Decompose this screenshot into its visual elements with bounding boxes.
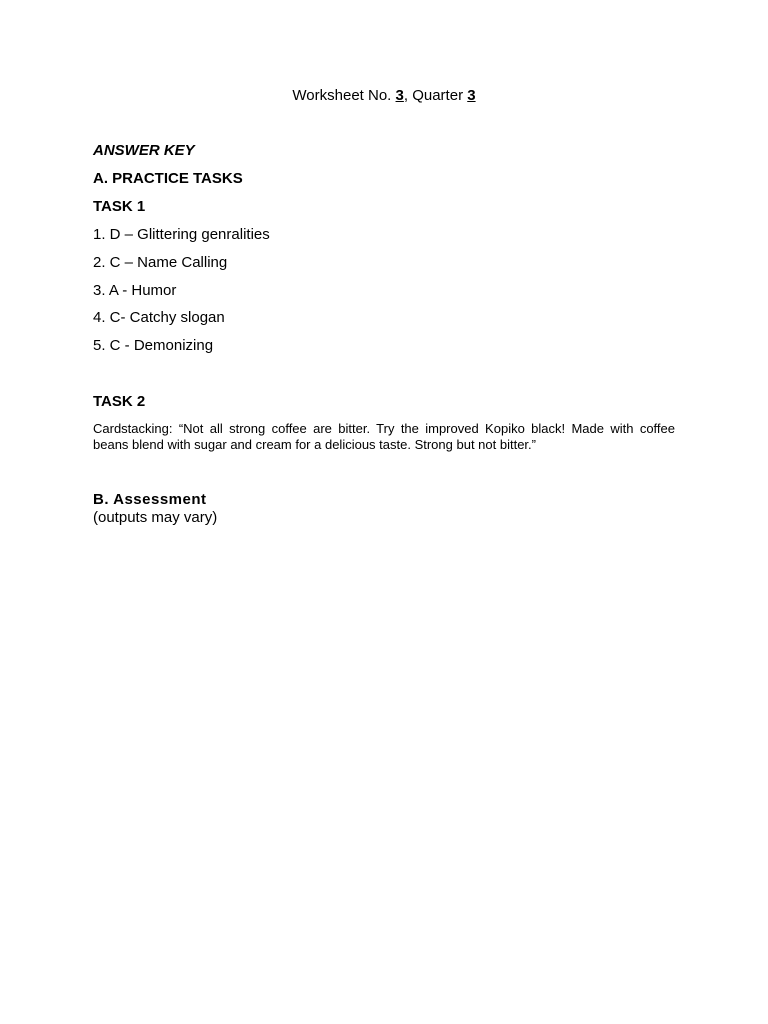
task1-heading: TASK 1 bbox=[93, 198, 146, 215]
task1-answer: 5. C - Demonizing bbox=[93, 337, 214, 354]
assessment-note: (outputs may vary) bbox=[93, 509, 218, 526]
quarter-number: 3 bbox=[467, 87, 476, 104]
worksheet-title bbox=[0, 87, 768, 105]
title-separator: , Quarter bbox=[403, 87, 468, 104]
task1-answer: 3. A - Humor bbox=[93, 282, 177, 299]
task1-answer: 2. C – Name Calling bbox=[93, 254, 228, 271]
worksheet-number: 3 bbox=[395, 87, 404, 104]
assessment-heading: B. Assessment bbox=[93, 491, 207, 508]
title-prefix: Worksheet No. bbox=[292, 87, 396, 104]
practice-tasks-heading: A. PRACTICE TASKS bbox=[93, 170, 243, 187]
task1-answer: 1. D – Glittering genralities bbox=[93, 226, 270, 243]
task2-heading: TASK 2 bbox=[93, 393, 146, 410]
task1-answer: 4. C- Catchy slogan bbox=[93, 309, 225, 326]
answer-key-heading: ANSWER KEY bbox=[93, 142, 195, 159]
task2-answer-text: Cardstacking: “Not all strong coffee are bitter. Try the improved Kopiko black! Made with coffee beans blend with sugar and cream for a delicious taste. Strong but not bitter.” bbox=[93, 421, 675, 452]
